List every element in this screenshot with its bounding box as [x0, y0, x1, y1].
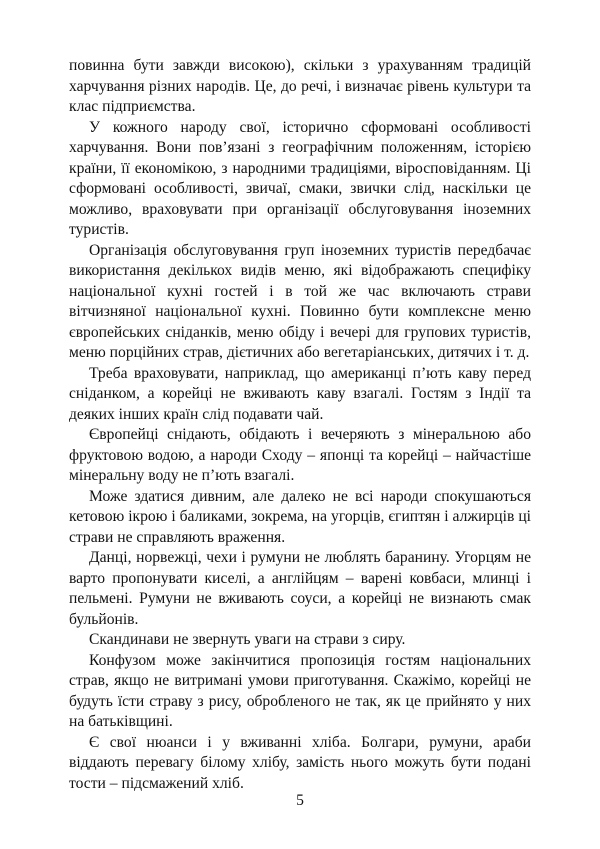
page-number: 5: [296, 792, 304, 809]
paragraph-bread: Є свої нюанси і у вживанні хліба. Болгари, румуни, араби віддають перевагу білому хлібу, замість нього можуть бути подані тости – підсмажений хліб.: [69, 733, 531, 792]
paragraph-caviar: Може здатися дивним, але далеко не всі народи спокушаються кетовою ікрою і баликами, зокрема, на угорців, єгиптян і алжирців ці страви не справляють враження.: [69, 487, 531, 546]
paragraph-dislikes: Данці, норвежці, чехи і румуни не люблять баранину. Угорцям не варто пропонувати киселі, а англійцям – варені ковбаси, млинці і пельмені. Румуни не вживають соуси, а корейці не визнають смак бульйонів.: [69, 549, 531, 628]
paragraph-national-features: У кожного народу свої, історично сформовані особливості харчування. Вони пов’язані з географічним положенням, історією країни, її економікою, з народними традиціями, віросповіданням. Ці сформовані особливості, звичаї, смаки, звички слід, наскільки це можливо, враховувати при організації обслуговування іноземних туристів.: [69, 118, 531, 238]
paragraph-preparation: Конфузом може закінчитися пропозиція гостям національних страв, якщо не витримані умови приготування. Скажімо, корейці не будуть їсти страву з рису, обробленого не так, як це прийнято у них на батьківщині.: [69, 651, 531, 730]
paragraph-menu-organization: Організація обслуговування груп іноземних туристів передбачає використання декількох видів меню, які відображають специфіку національної кухні гостей і в той же час включають страви вітчизняної національної кухні. Повинно бути комплексне меню європейських сніданків, меню обіду і вечері для групових туристів, меню порційних страв, дієтичних або вегетаріанських, дитячих і т. д.: [69, 241, 531, 361]
paragraph-mineral-water: Європейці снідають, обідають і вечеряють з мінеральною або фруктовою водою, а народи Сходу – японці та корейці – найчастіше мінеральну воду не п’ють взагалі.: [69, 426, 531, 484]
paragraph-cheese: Скандинави не звернуть уваги на страви з сиру.: [89, 631, 406, 648]
paragraph-continuation: повинна бути завжди високою), скільки з урахуванням традицій харчування різних народів. Це, до речі, і визначає рівень культури та клас підприємства.: [69, 57, 531, 115]
page-body-text: [69, 56, 531, 794]
paragraph-coffee-tea: Треба враховувати, наприклад, що американці п’ють каву перед сніданком, а корейці не вживають каву взагалі. Гостям з Індії та деяких інших країн слід подавати чай.: [69, 364, 531, 423]
